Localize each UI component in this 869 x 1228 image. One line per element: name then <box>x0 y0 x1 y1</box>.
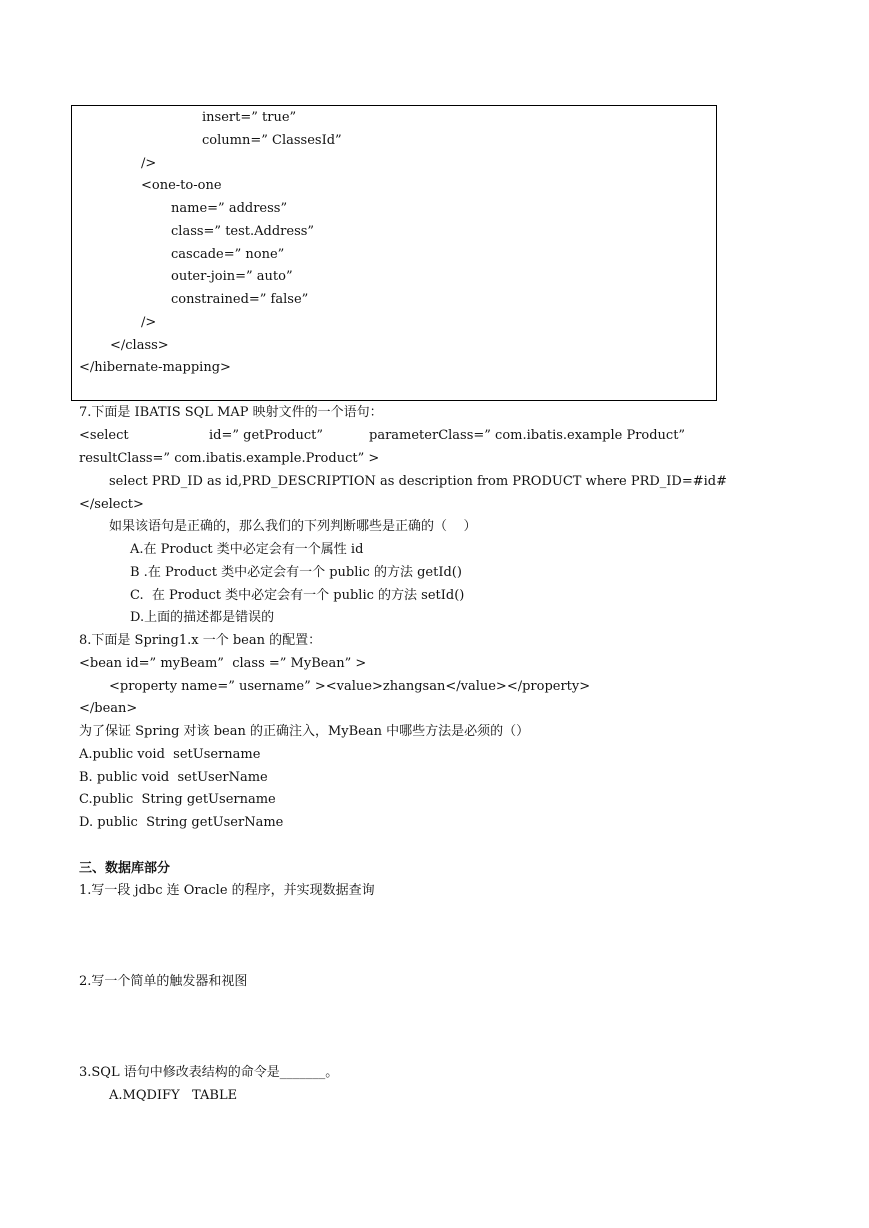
code-line: name=” address” <box>171 201 288 216</box>
section-heading: 三、数据库部分 <box>79 861 171 876</box>
code-line: </hibernate-mapping> <box>79 360 231 375</box>
q7-option: B .在 Product 类中必定会有一个 public 的方法 getId() <box>130 565 462 580</box>
q7-option: A.在 Product 类中必定会有一个属性 id <box>130 542 364 557</box>
q8-option: C.public String getUsername <box>79 792 276 807</box>
q8-prompt: 为了保证 Spring 对该 bean 的正确注入，MyBean 中哪些方法是必须的（） <box>79 724 530 739</box>
code-line: column=” ClassesId” <box>202 133 342 148</box>
code-line: constrained=” false” <box>171 292 309 307</box>
q7-code-line: select PRD_ID as id,PRD_DESCRIPTION as description from PRODUCT where PRD_ID=#id# <box>109 474 728 489</box>
q7-code-line: resultClass=” com.ibatis.example.Product” > <box>79 451 380 466</box>
q7-option: C. 在 Product 类中必定会有一个 public 的方法 setId() <box>130 588 465 603</box>
code-line: /> <box>141 315 157 330</box>
q8-code-line: <property name=” username” ><value>zhangsan</value></property> <box>109 679 591 694</box>
db-question-3-option-a: A.MQDIFY TABLE <box>109 1088 238 1103</box>
code-line: insert=” true” <box>202 110 297 125</box>
db-question-3: 3.SQL 语句中修改表结构的命令是_______。 <box>79 1065 339 1080</box>
q7-title: 7.下面是 IBATIS SQL MAP 映射文件的一个语句： <box>79 405 383 420</box>
code-line: <one-to-one <box>141 178 222 193</box>
code-line: outer-join=” auto” <box>171 269 293 284</box>
db-question-1: 1.写一段 jdbc 连 Oracle 的程序，并实现数据查询 <box>79 883 375 898</box>
q8-code-line: </bean> <box>79 701 138 716</box>
q7-code-line: </select> <box>79 497 144 512</box>
q7-code-select-tag: <select <box>79 428 129 443</box>
code-box <box>71 105 717 401</box>
code-line: /> <box>141 156 157 171</box>
q8-option: D. public String getUserName <box>79 815 284 830</box>
code-line: </class> <box>110 338 169 353</box>
q7-prompt: 如果该语句是正确的，那么我们的下列判断哪些是正确的（ ） <box>109 519 477 534</box>
q8-option: A.public void setUsername <box>79 747 261 762</box>
q7-code-select-id: id=” getProduct” <box>209 428 324 443</box>
db-question-2: 2.写一个简单的触发器和视图 <box>79 974 248 989</box>
code-line: cascade=” none” <box>171 247 285 262</box>
q8-title: 8.下面是 Spring1.x 一个 bean 的配置： <box>79 633 322 648</box>
code-line: class=” test.Address” <box>171 224 315 239</box>
q8-option: B. public void setUserName <box>79 770 268 785</box>
q8-code-line: <bean id=” myBeam” class =” MyBean” > <box>79 656 367 671</box>
q7-option: D.上面的描述都是错误的 <box>130 610 275 625</box>
q7-code-select-param: parameterClass=” com.ibatis.example Product” <box>369 428 686 443</box>
